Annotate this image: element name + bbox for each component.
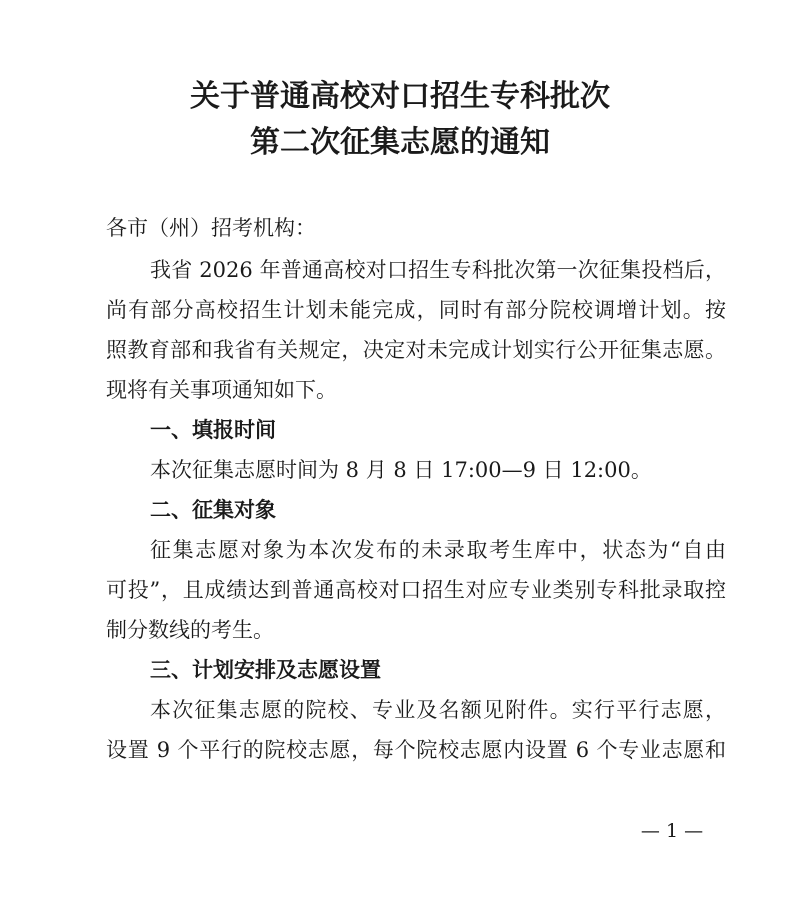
document-title-line-1: 关于普通高校对口招生专科批次 xyxy=(190,79,610,114)
section-line: 制分数线的考生。 xyxy=(106,618,274,642)
section-line: 本次征集志愿的院校、专业及名额见附件。实行平行志愿， xyxy=(150,698,726,722)
document-title-line-2: 第二次征集志愿的通知 xyxy=(250,125,550,160)
section-heading: 二、征集对象 xyxy=(150,498,276,522)
intro-line: 尚有部分高校招生计划未能完成，同时有部分院校调增计划。按 xyxy=(106,298,726,322)
intro-line: 现将有关事项通知如下。 xyxy=(106,378,337,402)
salutation: 各市（州）招考机构： xyxy=(106,216,316,240)
section-line: 征集志愿对象为本次发布的未录取考生库中，状态为“自由 xyxy=(150,538,726,562)
intro-line: 照教育部和我省有关规定，决定对未完成计划实行公开征集志愿。 xyxy=(106,338,726,362)
section-line: 设置 9 个平行的院校志愿，每个院校志愿内设置 6 个专业志愿和 xyxy=(106,738,726,762)
section-line: 可投”，且成绩达到普通高校对口招生对应专业类别专科批录取控 xyxy=(106,578,726,602)
intro-line: 我省 2026 年普通高校对口招生专科批次第一次征集投档后， xyxy=(150,258,726,282)
section-heading: 一、填报时间 xyxy=(150,418,276,442)
section-line: 本次征集志愿时间为 8 月 8 日 17:00—9 日 12:00。 xyxy=(150,458,652,482)
page-number: — 1 — xyxy=(640,820,704,842)
section-heading: 三、计划安排及志愿设置 xyxy=(150,658,381,682)
